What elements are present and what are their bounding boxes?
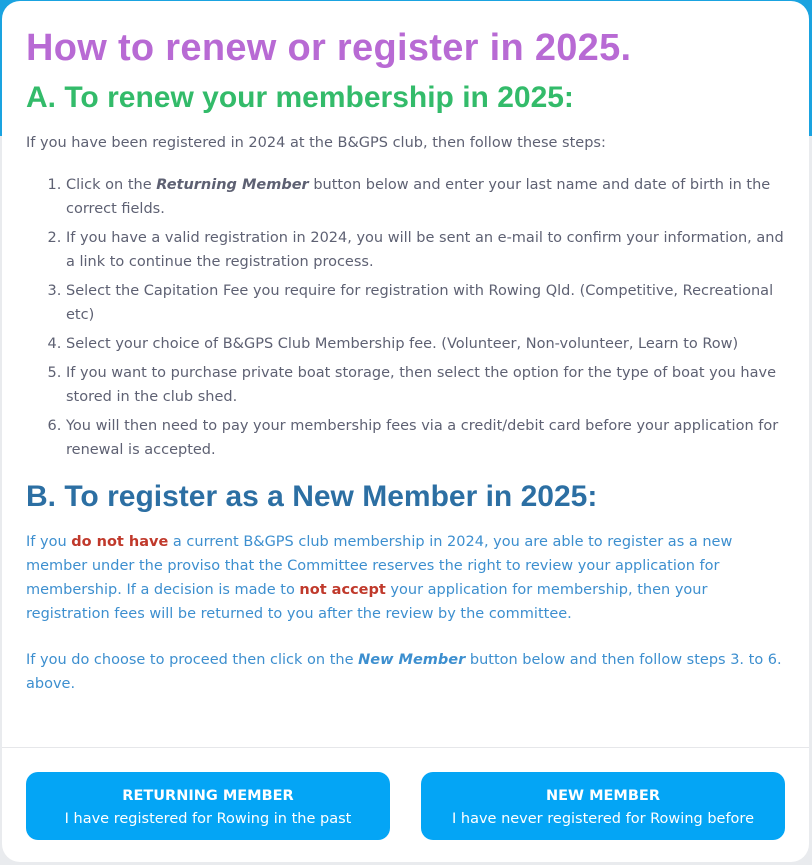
step-emphasis: Returning Member <box>156 177 309 193</box>
step-text: Click on the <box>66 177 157 193</box>
paragraph-text: button below and then follow steps 3. to 6. above. <box>26 652 782 692</box>
step-item <box>66 226 785 274</box>
paragraph-text: your application for membership, then your registration fees will be returned to you after the review by the committee. <box>26 582 708 622</box>
step-text: If you have a valid registration in 2024, you will be sent an e-mail to confirm your information, and a link to continue the registration process. <box>66 230 784 270</box>
new-member-button[interactable] <box>421 772 785 840</box>
step-text: You will then need to pay your membership fees via a credit/debit card before your application for renewal is accepted. <box>66 418 779 458</box>
step-item <box>66 173 785 221</box>
button-subtitle: I have registered for Rowing in the past <box>64 811 352 827</box>
step-text: Select the Capitation Fee you require for registration with Rowing Qld. (Competitive, Recreational etc) <box>66 283 774 323</box>
step-item <box>66 332 785 356</box>
modal-content <box>2 1 809 696</box>
button-subtitle: I have never registered for Rowing before <box>452 811 754 827</box>
section-a-heading: A. To renew your membership in 2025: <box>26 81 574 114</box>
renewal-steps-list <box>26 173 785 462</box>
footer-divider <box>2 747 809 748</box>
step-text: button below and enter your last name and date of birth in the correct fields. <box>66 177 771 217</box>
section-b-paragraph <box>26 530 785 626</box>
emphasis-text: do not have <box>71 534 169 550</box>
paragraph-text: If you <box>26 534 72 550</box>
button-title: NEW MEMBER <box>546 788 660 804</box>
emphasis-text: New Member <box>358 652 466 668</box>
section-b-instructions <box>26 648 785 696</box>
step-item <box>66 279 785 327</box>
returning-member-button[interactable] <box>26 772 390 840</box>
paragraph-text: a current B&GPS club membership in 2024, you are able to register as a new member under the proviso that the Committee reserves the right to review your application for membership. If a decision is made to <box>26 534 733 598</box>
paragraph-text: If you do choose to proceed then click on the <box>26 652 359 668</box>
page-title: How to renew or register in 2025. <box>26 27 632 69</box>
section-b-heading: B. To register as a New Member in 2025: <box>26 480 598 513</box>
section-a-intro: If you have been registered in 2024 at the B&GPS club, then follow these steps: <box>26 135 606 151</box>
step-item <box>66 414 785 462</box>
emphasis-text: not accept <box>299 582 386 598</box>
step-text: Select your choice of B&GPS Club Membership fee. (Volunteer, Non-volunteer, Learn to Row) <box>66 336 739 352</box>
step-item <box>66 361 785 409</box>
registration-modal <box>2 1 809 862</box>
step-text: If you want to purchase private boat storage, then select the option for the type of boat you have stored in the club shed. <box>66 365 777 405</box>
button-title: RETURNING MEMBER <box>122 788 294 804</box>
